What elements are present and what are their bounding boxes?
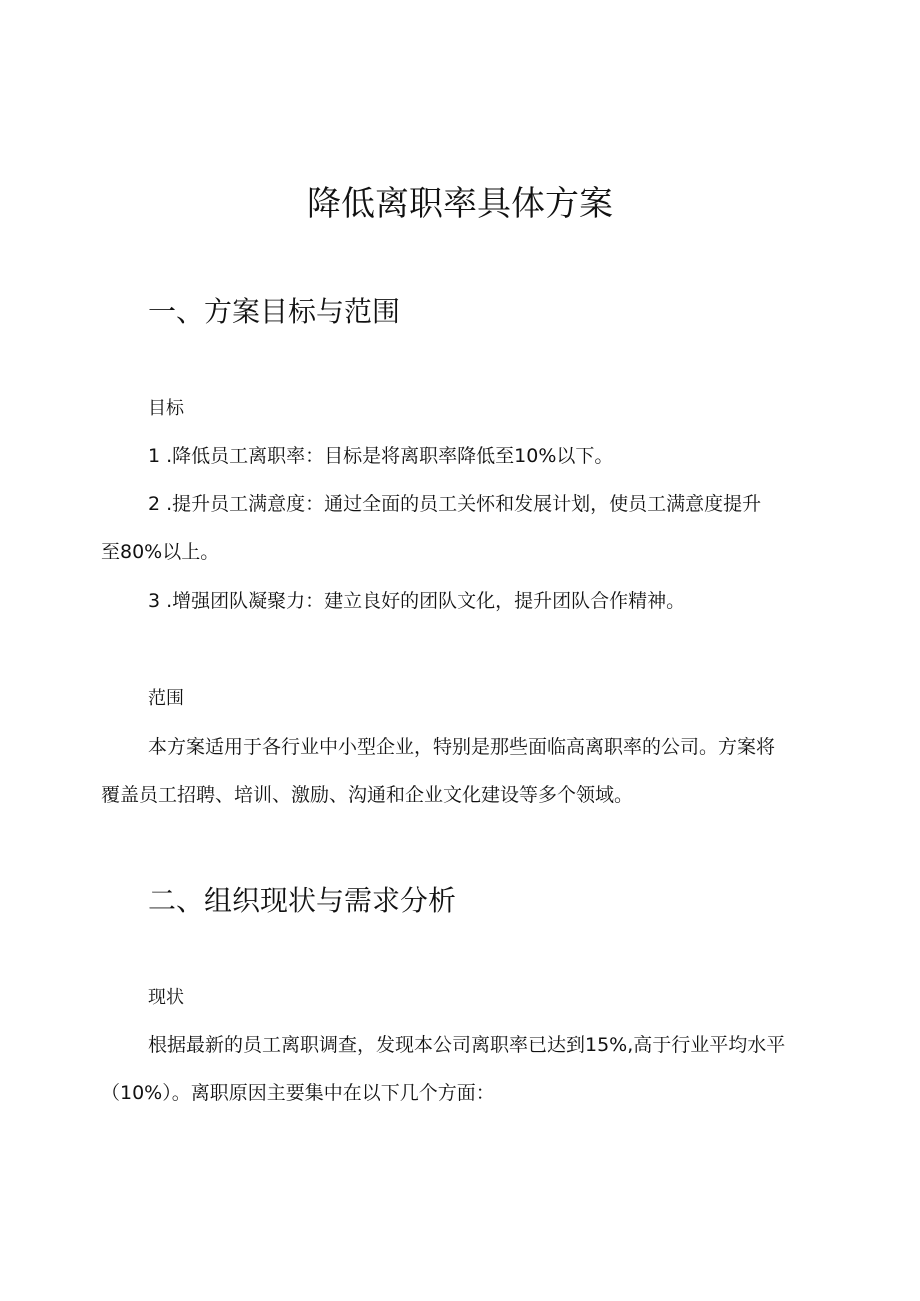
goal-label: 目标	[148, 398, 184, 419]
section-2-heading: 二、组织现状与需求分析	[148, 884, 457, 917]
scope-line-2: 覆盖员工招聘、培训、激励、沟通和企业文化建设等多个领域。	[101, 784, 634, 806]
status-line-2: （10%）。离职原因主要集中在以下几个方面：	[101, 1082, 495, 1104]
scope-label: 范围	[148, 688, 184, 709]
goal-item-1: 1 .降低员工离职率：目标是将离职率降低至10%以下。	[148, 445, 614, 467]
status-line-1: 根据最新的员工离职调查，发现本公司离职率已达到15%,高于行业平均水平	[148, 1034, 786, 1056]
goal-item-2-line-2: 至80%以上。	[101, 541, 220, 563]
goal-item-2-line-1: 2 .提升员工满意度：通过全面的员工关怀和发展计划，使员工满意度提升	[148, 493, 762, 515]
document-title: 降低离职率具体方案	[307, 184, 613, 224]
section-1-heading: 一、方案目标与范围	[148, 295, 401, 328]
goal-item-3: 3 .增强团队凝聚力：建立良好的团队文化，提升团队合作精神。	[148, 590, 686, 612]
status-label: 现状	[148, 987, 184, 1008]
scope-line-1: 本方案适用于各行业中小型企业，特别是那些面临高离职率的公司。方案将	[148, 736, 776, 758]
